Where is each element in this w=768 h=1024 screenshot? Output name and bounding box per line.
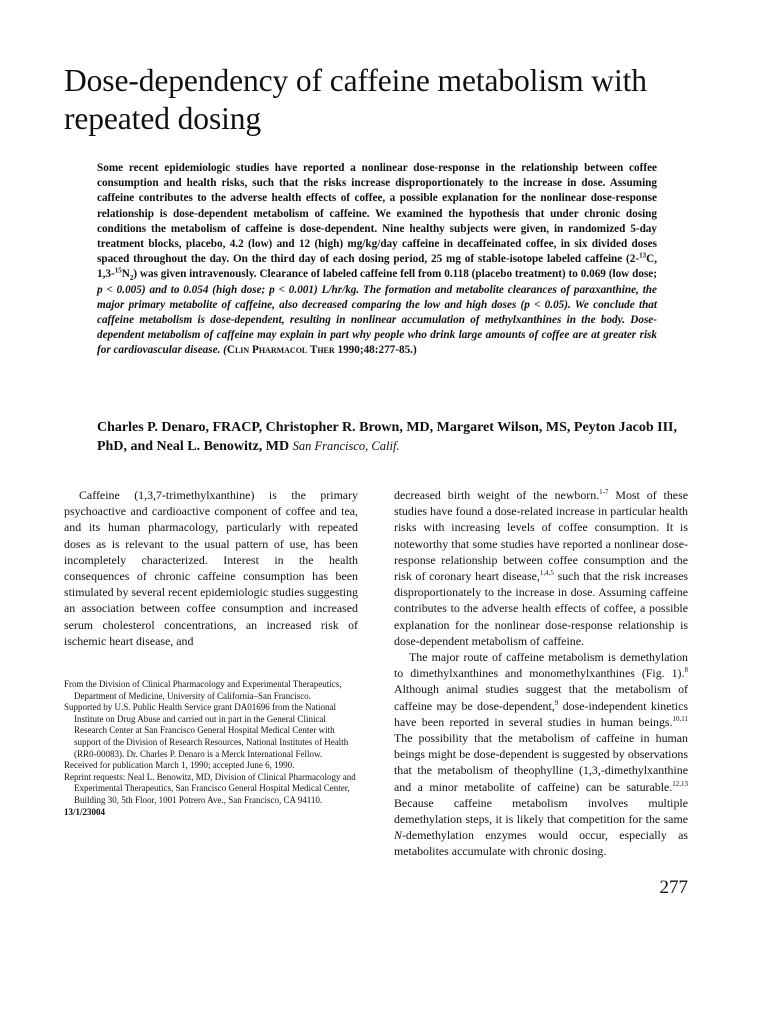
reference-superscript: 10,11 — [672, 714, 688, 723]
isotope-13: 13 — [639, 251, 647, 260]
footnotes — [64, 679, 358, 818]
text-run: -demethylation enzymes would occur, especially as metabolites accumulate with chronic dosing. — [394, 828, 688, 859]
footnote-received: Received for publication March 1, 1990; accepted June 6, 1990. — [64, 760, 295, 771]
footnote-code: 13/1/23004 — [64, 806, 106, 817]
author-names: Charles P. Denaro, FRACP, Christopher R. Brown, MD, Margaret Wilson, MS, Peyton Jacob III, PhD, and Neal L. Benowitz, MD — [97, 420, 677, 454]
reference-superscript: 8 — [684, 666, 688, 675]
abstract — [97, 161, 657, 359]
article-title: Dose-dependency of caffeine metabolism with repeated dosing — [64, 63, 647, 136]
text-run: The possibility that the metabolism of caffeine in human beings might be dose-dependent is suggested by observations that the metabolism of theophylline (1,3,-dimethylxanthine and a minor metabolite of caffeine) can be saturable. — [394, 731, 688, 794]
text-run: Most of these studies have found a dose-related increase in particular health risks with increasing levels of coffee consumption. It is noteworthy that some studies have reported a nonlinear dose-response relationship between coffee consumption and the risk of coronary heart disease, — [394, 488, 688, 584]
text-run: Because caffeine metabolism involves multiple demethylation steps, it is likely that competition for the same — [394, 795, 688, 827]
citation: 1990;48:277-85.) — [334, 344, 417, 357]
author-location: San Francisco, Calif. — [292, 439, 400, 453]
text-run: Although animal studies suggest that the metabolism of caffeine may be dose-dependent, — [394, 682, 688, 713]
body-column-left — [64, 487, 358, 649]
p-value-3: p < 0.05). We conclude that caffeine metabolism is dose-dependent, resulting in nonlinear accumulation of methylxanthines in the body. Dose-dependent metabolism of caffeine may explain in part why people who drink large amounts of coffee are at greater risk for cardiovascular disease. ( — [97, 298, 657, 357]
footnote-affiliation: From the Division of Clinical Pharmacology and Experimental Therapeutics, Department of Medicine, University of California–San Francisco. — [64, 679, 342, 701]
p-value-2: p < 0.001) L/hr/kg. The formation and metabolite clearances of paraxanthine, the major primary metabolite of caffeine, also decreased comparing the low and high doses ( — [97, 283, 657, 311]
reference-superscript: 1,4,5 — [539, 569, 554, 578]
text-run: decreased birth weight of the newborn. — [394, 488, 600, 502]
reference-superscript: 9 — [554, 698, 559, 707]
reference-superscript: 12,13 — [672, 779, 688, 788]
isotope-sub-2: 2 — [129, 274, 134, 283]
footnote-support: Supported by U.S. Public Health Service grant DA01696 from the National Institute on Drug Abuse and carried out in part in the General Clinical Research Center at San Francisco General Hospital Medical Center with support of the Division of Research Resources, National Institutes of Health (RR0-00083). Dr. Charles P. Denaro is a Merck International Fellow. — [64, 702, 349, 759]
text-run: The major route of caffeine metabolism is demethylation to dimethylxanthines and monomethylxanthines (Fig. 1). — [394, 650, 688, 681]
body-paragraph: Caffeine (1,3,7-trimethylxanthine) is the primary psychoactive and cardioactive component of coffee and tea, and its human pharmacology, particularly with repeated doses as is relevant to the usual pattern of use, has been incompletely characterized. Interest in the health consequences of chronic caffeine consumption has been stimulated by several recent epidemiologic studies suggesting an association between coffee consumption and increased serum cholesterol concentrations, an increased risk of ischemic heart disease, and — [64, 488, 358, 648]
italic-n: N — [394, 828, 402, 843]
body-paragraph — [394, 649, 688, 860]
abstract-text: Some recent epidemiologic studies have reported a nonlinear dose-response in the relationship between coffee consumption and health risks, such that the risks increase disproportionately to the increase in dose. Assuming caffeine contributes to the adverse health effects of coffee, a possible explanation for the nonlinear dose-response relationship is dose-dependent metabolism of caffeine. We examined the hypothesis that under chronic dosing conditions the metabolism of caffeine is dose-dependent. Nine healthy subjects were given, in randomized 5-day treatment blocks, placebo, 4.2 (low) and 12 (high) mg/kg/day caffeine in decaffeinated coffee, in six divided doses spaced throughout the day. On the third day of each dosing period, 25 mg of stable-isotope labeled caffeine (2- — [97, 162, 657, 266]
reference-superscript: 1-7 — [599, 488, 609, 497]
journal-name: Clin Pharmacol Ther — [226, 344, 335, 357]
body-paragraph — [394, 487, 688, 649]
p-value-1: p < 0.005) and to 0.054 (high dose; — [97, 283, 270, 296]
isotope-mid: C, 1,3- — [97, 253, 657, 281]
text-run: such that the risk increases disproportionately to the increase in dose. Assuming caffeine contributes to the adverse health effects of coffee, a possible explanation for the nonlinear dose-response relationship is dose-dependent metabolism of caffeine. — [394, 569, 688, 648]
abstract-text-2: ) was given intravenously. Clearance of labeled caffeine fell from 0.118 (placebo treatment) to 0.069 (low dose; — [133, 268, 657, 281]
body-column-right — [394, 487, 688, 860]
footnote-reprint: Reprint requests: Neal L. Benowitz, MD, Division of Clinical Pharmacology and Experimental Therapeutics, San Francisco General Hospital Medical Center, Building 30, 5th Floor, 1001 Potrero Ave., San Francisco, CA 94110. — [64, 771, 356, 805]
author-list — [97, 418, 677, 456]
isotope-n: N — [121, 268, 130, 281]
page-number: 277 — [659, 877, 688, 898]
text-run: dose-independent kinetics have been reported in several studies in human beings. — [394, 698, 688, 729]
isotope-15: 15 — [114, 266, 122, 275]
